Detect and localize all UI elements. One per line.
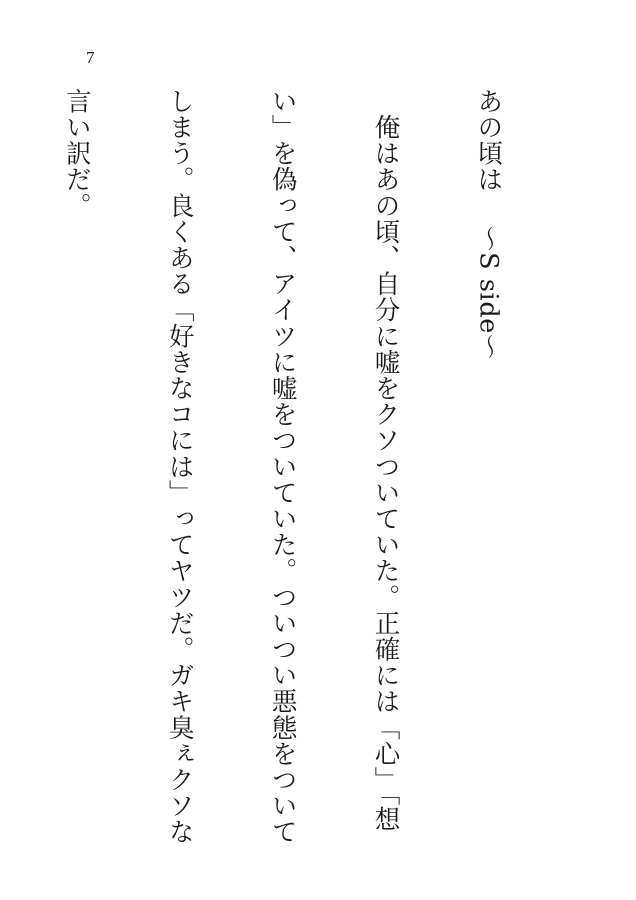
chapter-title-sub: 〜S side〜 — [473, 226, 504, 361]
page-number: 7 — [86, 48, 95, 67]
chapter-title-main: あの頃は — [473, 88, 504, 193]
vertical-text-body — [0, 88, 574, 848]
text-line: 言い訳だ。 — [61, 88, 92, 219]
text-line: い」を偽って、アイツに嘘をついていた。ついつい悪態をついて — [267, 88, 298, 845]
text-line: 俺はあの頃、自分に嘘をクソついていた。正確には「心」「想 — [370, 88, 401, 833]
chapter-title — [471, 88, 505, 848]
text-line: しまう。良くある「好きなコには」ってヤツだ。ガキ臭ぇクソな — [164, 88, 195, 845]
